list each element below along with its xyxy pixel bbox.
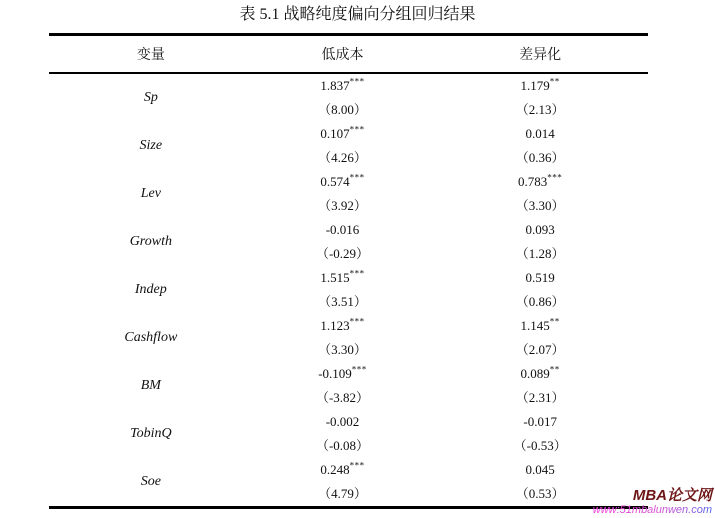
variable-name: TobinQ	[130, 426, 172, 441]
table-row-size	[49, 122, 648, 170]
watermark-site-name: MBA论文网	[632, 487, 712, 504]
coefficient-differentiation: 1.179**	[520, 76, 560, 93]
t-value-differentiation: （2.31）	[515, 390, 565, 405]
variable-name: BM	[140, 378, 161, 393]
coefficient-low-cost: 0.574***	[320, 172, 365, 189]
coefficient-differentiation: 0.045	[525, 462, 555, 477]
t-value-differentiation: （3.30）	[515, 198, 565, 213]
table-row-sp	[49, 74, 648, 122]
t-value-low-cost: （-0.08）	[315, 438, 370, 453]
t-value-differentiation: （1.28）	[515, 246, 565, 261]
variable-name: Cashflow	[124, 330, 178, 345]
significance-stars: ***	[349, 268, 365, 279]
coefficient-differentiation: 1.145**	[520, 316, 560, 333]
table-row-lev	[49, 170, 648, 218]
table-row-cashflow	[49, 314, 648, 362]
t-value-differentiation: （2.13）	[515, 102, 565, 117]
site-watermark	[593, 488, 712, 517]
coefficient-low-cost: 0.107***	[320, 124, 365, 141]
significance-stars: ***	[349, 316, 365, 327]
significance-stars: ***	[349, 124, 365, 135]
t-value-low-cost: （3.30）	[318, 342, 367, 357]
t-value-low-cost: （3.51）	[318, 294, 367, 309]
table-body	[49, 74, 648, 509]
significance-stars: ***	[349, 172, 365, 183]
t-value-differentiation: （2.07）	[515, 342, 565, 357]
coefficient-low-cost: 1.515***	[320, 268, 365, 285]
table-row-soe	[49, 458, 648, 506]
coefficient-low-cost: 0.248***	[320, 460, 365, 477]
t-value-low-cost: （-0.29）	[315, 246, 370, 261]
coefficient-differentiation: 0.519	[525, 270, 555, 285]
t-value-differentiation: （0.53）	[515, 486, 565, 501]
coefficient-differentiation: 0.093	[525, 222, 555, 237]
significance-stars: ***	[349, 460, 365, 471]
header-low-cost: 低成本	[321, 48, 364, 63]
table-row-bm	[49, 362, 648, 410]
coefficient-low-cost: -0.109***	[318, 364, 367, 381]
header-variable: 变量	[136, 48, 165, 63]
table-row-indep	[49, 266, 648, 314]
t-value-differentiation: （-0.53）	[513, 438, 567, 453]
significance-stars: ***	[351, 364, 367, 375]
table-header-row	[49, 33, 648, 74]
coefficient-low-cost: -0.016	[325, 222, 360, 237]
coefficient-differentiation: 0.783***	[518, 172, 563, 189]
significance-stars: ***	[547, 172, 563, 183]
watermark-site-url: www:51mbalunwen.com	[592, 504, 712, 516]
significance-stars: **	[549, 316, 560, 327]
table-row-growth	[49, 218, 648, 266]
coefficient-differentiation: 0.089**	[520, 364, 560, 381]
t-value-low-cost: （-3.82）	[315, 390, 370, 405]
significance-stars: **	[549, 364, 560, 375]
coefficient-differentiation: 0.014	[525, 126, 555, 141]
coefficient-low-cost: 1.837***	[320, 76, 365, 93]
t-value-differentiation: （0.86）	[515, 294, 565, 309]
regression-table	[49, 33, 648, 509]
variable-name: Growth	[129, 234, 172, 249]
t-value-low-cost: （4.79）	[318, 486, 367, 501]
variable-name: Size	[139, 138, 163, 153]
variable-name: Indep	[134, 282, 167, 297]
header-differentiation: 差异化	[519, 48, 562, 63]
coefficient-differentiation: -0.017	[523, 414, 557, 429]
t-value-low-cost: （3.92）	[318, 198, 367, 213]
variable-name: Soe	[140, 474, 161, 489]
significance-stars: **	[549, 76, 560, 87]
t-value-low-cost: （4.26）	[318, 150, 367, 165]
variable-name: Sp	[143, 90, 158, 105]
variable-name: Lev	[140, 186, 161, 201]
t-value-low-cost: （8.00）	[318, 102, 367, 117]
coefficient-low-cost: -0.002	[325, 414, 360, 429]
table-row-tobinq	[49, 410, 648, 458]
t-value-differentiation: （0.36）	[515, 150, 565, 165]
significance-stars: ***	[349, 76, 365, 87]
coefficient-low-cost: 1.123***	[320, 316, 365, 333]
table-title: 表 5.1 战略纯度偏向分组回归结果	[239, 6, 476, 23]
